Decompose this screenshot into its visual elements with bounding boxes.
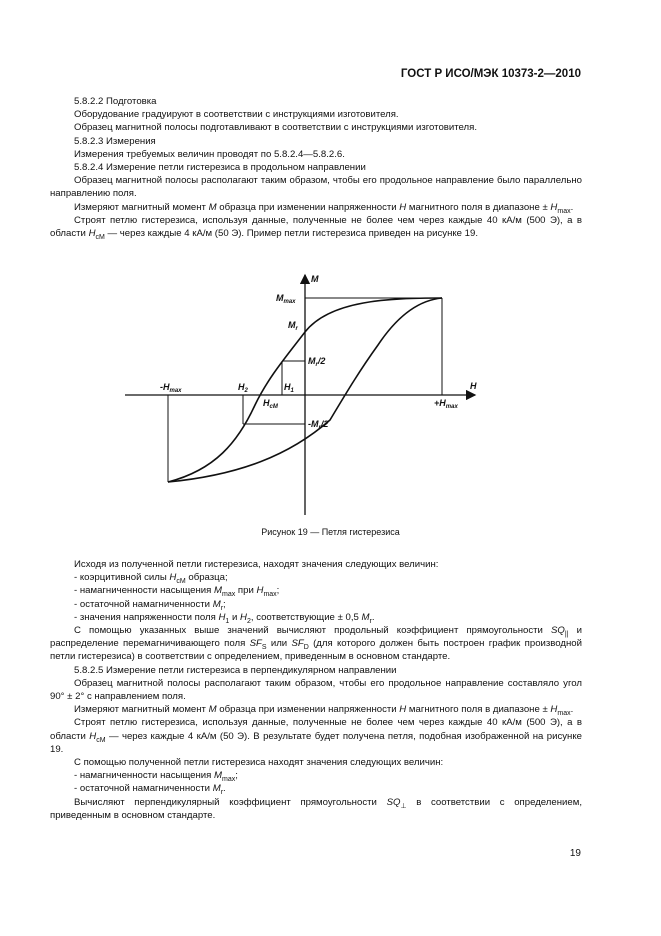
paragraph: Образец магнитной полосы подготавливают в соответствии с инструкциями изготовителя. bbox=[74, 122, 478, 134]
list-item: - намагниченности насыщения $M_{max}$ при $H_{max}$; bbox=[74, 585, 280, 599]
h-axis-label: H bbox=[470, 381, 477, 391]
heading-5-8-2-4: 5.8.2.4 Измерение петли гистерезиса в продольном направлении bbox=[74, 162, 366, 174]
h2-label: $H_2$ bbox=[238, 382, 248, 394]
paragraph: Строят петлю гистерезиса, используя данные, полученные не более чем через каждые 40 кА/м (500 Э), а в области $H_{сМ}$ — через каждые 4 кА/м (50 Э). Пример петли гистерезиса приведен на рисунке 19. bbox=[50, 214, 582, 241]
list-item: - значения напряженности поля $H_1$ и $H_2$, соответствующие ± 0,5 $M_r$. bbox=[74, 611, 375, 625]
h1-label: $H_1$ bbox=[284, 382, 294, 394]
pos-hmax-label: $+H_{max}$ bbox=[434, 398, 458, 410]
mmax-label: $M_{max}$ bbox=[276, 293, 296, 305]
paragraph: Строят петлю гистерезиса, используя данные, полученные не более чем через каждые 40 кА/м (500 Э), а в области $H_{сМ}$ — через каждые 4 кА/м (50 Э). В результате будет получена петля, подобная изображенной на рисунке 19. bbox=[50, 717, 582, 755]
hysteresis-loop-diagram bbox=[0, 270, 661, 520]
paragraph: С помощью указанных выше значений вычисляют продольный коэффициент прямоугольности $SQ_{||}$ и распределение перемагничивающего поля $SF_S$ или $SF_D$ (для которого должен быть построен график производной петли гистерезиса) в соответствии с определением, приведенным в основном стандарте. bbox=[50, 625, 582, 663]
figure-caption: Рисунок 19 — Петля гистерезиса bbox=[261, 527, 400, 537]
paragraph: Исходя из полученной петли гистерезиса, находят значения следующих величин: bbox=[74, 559, 439, 570]
list-item: - остаточной намагниченности $M_r$; bbox=[74, 598, 226, 612]
document-header: ГОСТ Р ИСО/МЭК 10373-2—2010 bbox=[400, 68, 581, 80]
page-number: 19 bbox=[569, 848, 581, 859]
hysteresis-figure bbox=[0, 270, 661, 520]
heading-5-8-2-3: 5.8.2.3 Измерения bbox=[74, 135, 156, 147]
paragraph: Образец магнитной полосы располагают таким образом, чтобы его продольное направление составляло угол 90° ± 2° с направлением поля. bbox=[50, 677, 582, 703]
paragraph: С помощью полученной петли гистерезиса находят значения следующих величин: bbox=[74, 757, 444, 769]
mr-half-label: $M_r/2$ bbox=[308, 356, 326, 368]
hcm-label: $H_{cM}$ bbox=[263, 398, 278, 410]
heading-5-8-2-5: 5.8.2.5 Измерение петли гистерезиса в перпендикулярном направлении bbox=[74, 664, 397, 676]
m-axis-label: M bbox=[311, 274, 319, 284]
section-top-text bbox=[50, 95, 582, 240]
paragraph: Оборудование градуируют в соответствии с инструкциями изготовителя. bbox=[74, 109, 399, 121]
heading-5-8-2-2: 5.8.2.2 Подготовка bbox=[74, 96, 157, 107]
paragraph: Измерения требуемых величин проводят по 5.8.2.4—5.8.2.6. bbox=[74, 148, 345, 160]
paragraph: Вычисляют перпендикулярный коэффициент прямоугольности $SQ_\perp$ в соответствии с определением, приведенным в основном стандарте. bbox=[50, 796, 582, 821]
neg-hmax-label: $-H_{max}$ bbox=[160, 382, 182, 394]
neg-mr-half-label: $-M_r/2$ bbox=[308, 419, 329, 431]
paragraph: Образец магнитной полосы располагают таким образом, чтобы его продольное направление было параллельно направлению поля. bbox=[50, 175, 582, 200]
list-item: - коэрцитивной силы $H_{сМ}$ образца; bbox=[74, 572, 228, 586]
list-item: - остаточной намагниченности $M_r$. bbox=[74, 783, 226, 797]
section-bottom-text bbox=[50, 558, 582, 822]
list-item: - намагниченности насыщения $M_{max}$; bbox=[74, 770, 238, 784]
paragraph: Измеряют магнитный момент M образца при изменении напряженности H магнитного поля в диапазоне ± $H_{max}$. bbox=[74, 704, 574, 718]
mr-label: $M_r$ bbox=[288, 320, 298, 332]
paragraph: Измеряют магнитный момент M образца при изменении напряженности H магнитного поля в диапазоне ± $H_{max}$. bbox=[74, 201, 574, 215]
